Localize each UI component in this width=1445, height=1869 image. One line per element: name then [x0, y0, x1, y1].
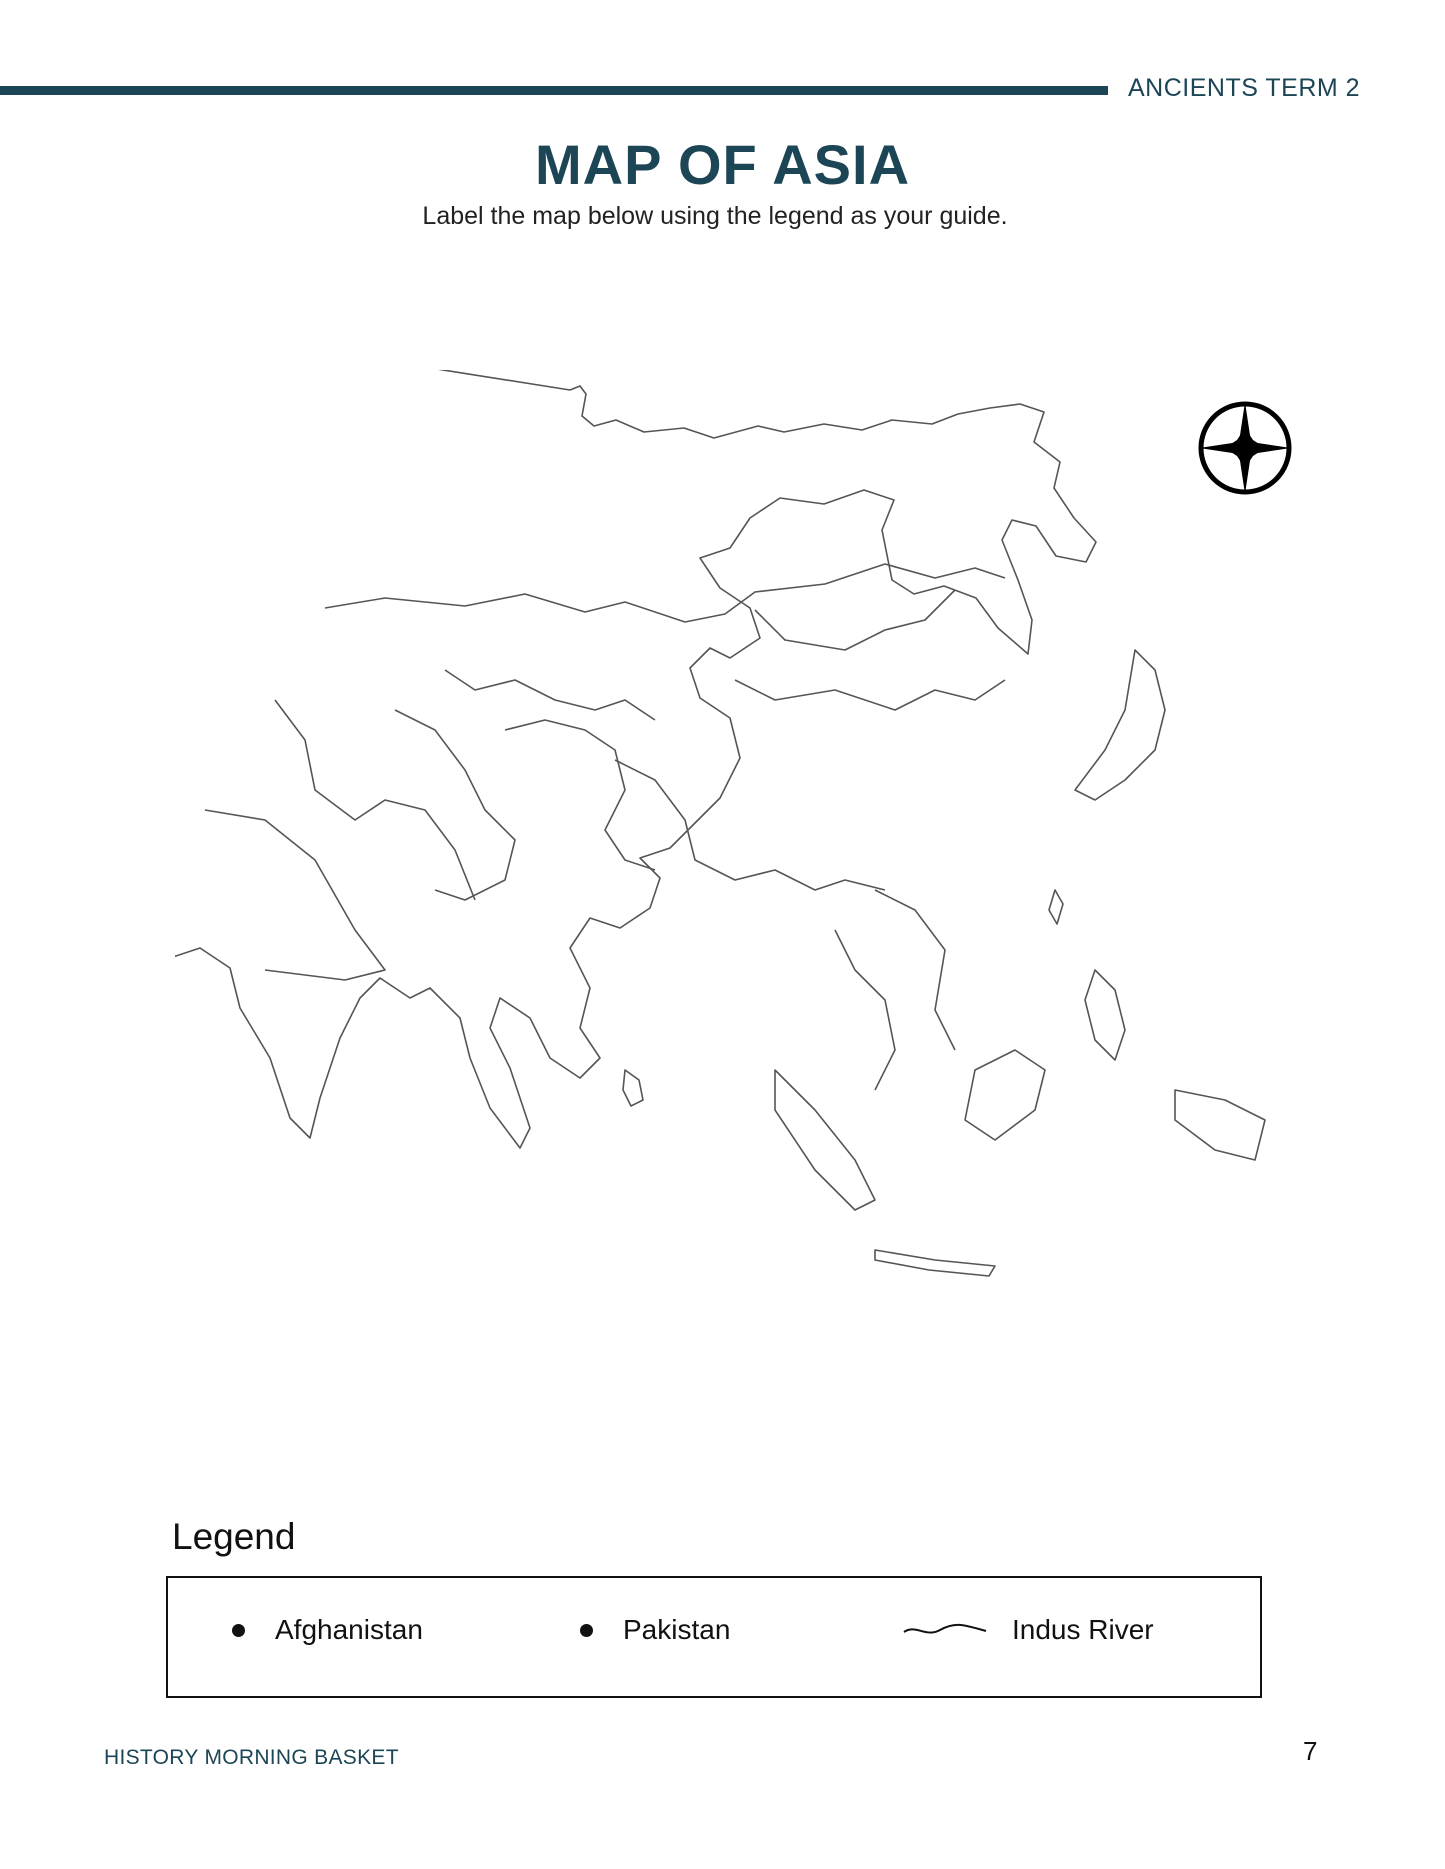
river-wave-icon: [902, 1622, 988, 1638]
legend-box: [166, 1576, 1262, 1698]
philippines-outline: [1085, 970, 1125, 1060]
legend-item-pakistan: [580, 1614, 730, 1646]
legend-item-afghanistan: [232, 1614, 423, 1646]
legend-item-indus-river: [902, 1614, 1154, 1646]
taiwan-outline: [1049, 890, 1063, 924]
java-outline: [875, 1250, 995, 1276]
asia-coastline: [175, 370, 1096, 1148]
legend-label: Afghanistan: [275, 1614, 423, 1645]
borneo-outline: [965, 1050, 1045, 1140]
sri-lanka-outline: [623, 1070, 643, 1106]
page-subtitle: Label the map below using the legend as your guide.: [422, 202, 1008, 230]
asia-outline-map: [175, 370, 1305, 1370]
footer-title: HISTORY MORNING BASKET: [104, 1746, 399, 1769]
japan-outline: [1075, 650, 1165, 800]
page-title: MAP OF ASIA: [534, 133, 911, 196]
new-guinea-outline: [1175, 1090, 1265, 1160]
dot-icon: [232, 1624, 245, 1637]
page-number: 7: [1303, 1736, 1318, 1766]
term-label: ANCIENTS TERM 2: [1128, 74, 1361, 102]
legend-heading: Legend: [172, 1516, 296, 1557]
header-rule: [0, 86, 1108, 95]
sumatra-outline: [775, 1070, 875, 1210]
legend-label: Indus River: [1012, 1614, 1154, 1645]
dot-icon: [580, 1624, 593, 1637]
legend-label: Pakistan: [623, 1614, 731, 1645]
compass-rose-icon: [1195, 398, 1295, 498]
